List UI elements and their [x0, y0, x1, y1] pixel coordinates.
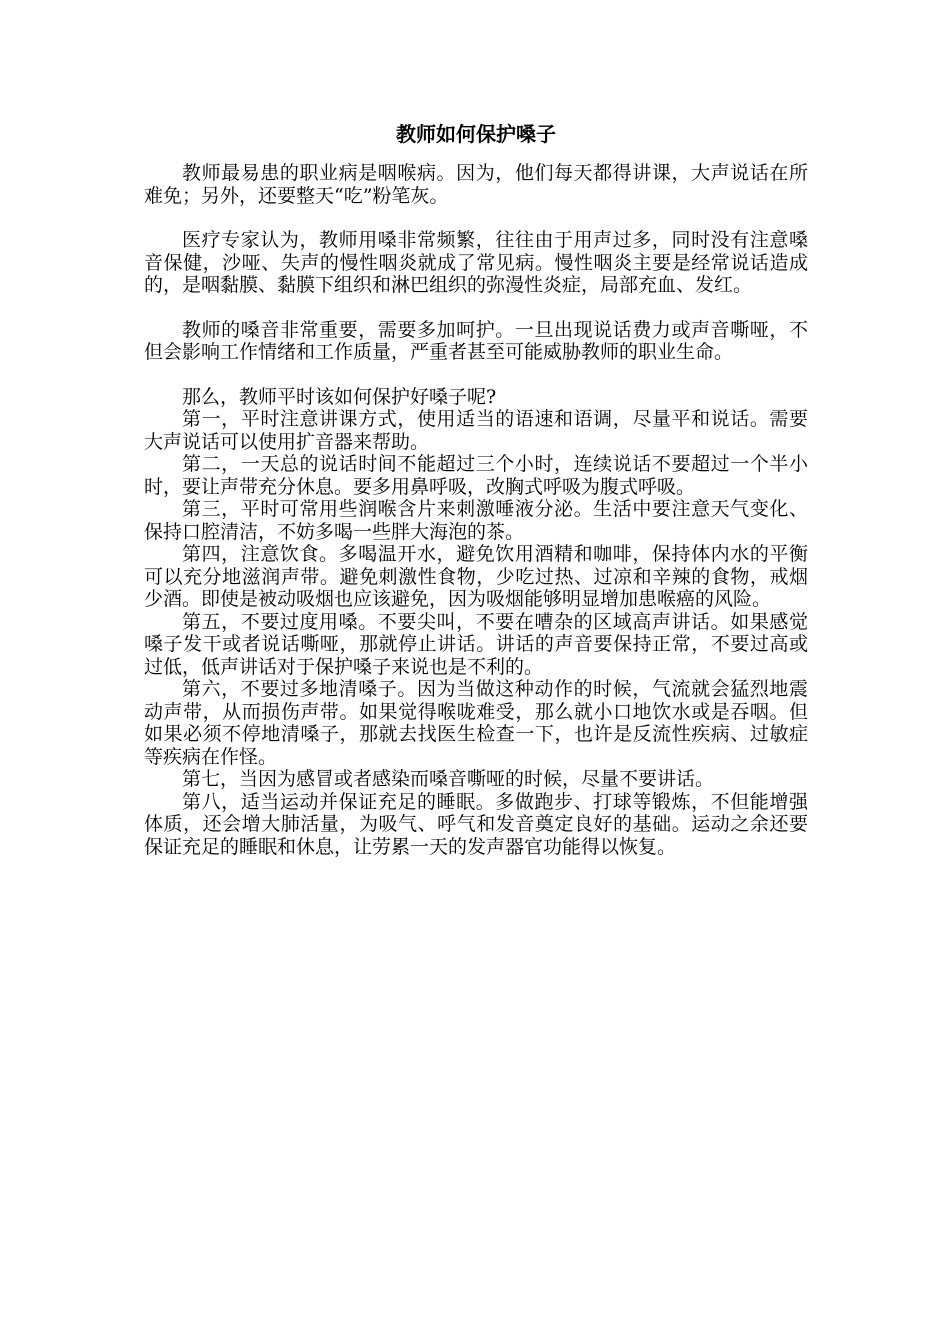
paragraph-expert-view: 医疗专家认为，教师用嗓非常频繁，往往由于用声过多，同时没有注意嗓音保健，沙哑、失声的慢性咽炎就成了常见病。慢性咽炎主要是经常说话造成的，是咽黏膜、黏膜下组织和淋巴组织的弥漫性炎症，局部充血、发红。: [144, 229, 808, 296]
paragraph-tip-2: 第二，一天总的说话时间不能超过三个小时，连续说话不要超过一个半小时，要让声带充分休息。要多用鼻呼吸，改胸式呼吸为腹式呼吸。: [144, 453, 808, 498]
document-title: 教师如何保护嗓子: [396, 122, 556, 146]
paragraph-importance: 教师的嗓音非常重要，需要多加呵护。一旦出现说话费力或声音嘶哑，不但会影响工作情绪和工作质量，严重者甚至可能威胁教师的职业生命。: [144, 318, 808, 363]
paragraph-spacer: [144, 364, 808, 386]
paragraph-tip-5: 第五，不要过度用嗓。不要尖叫，不要在嘈杂的区域高声讲话。如果感觉嗓子发干或者说话嘶哑，那就停止讲话。讲话的声音要保持正常，不要过高或过低，低声讲话对于保护嗓子来说也是不利的。: [144, 610, 808, 678]
paragraph-spacer: [144, 207, 808, 229]
paragraph-tip-4: 第四，注意饮食。多喝温开水，避免饮用酒精和咖啡，保持体内水的平衡可以充分地滋润声带。避免刺激性食物，少吃过热、过凉和辛辣的食物，戒烟少酒。即使是被动吸烟也应该避免，因为吸烟能够明显增加患喉癌的风险。: [144, 543, 808, 610]
paragraph-tip-8: 第八，适当运动并保证充足的睡眠。多做跑步、打球等锻炼，不但能增强体质，还会增大肺活量，为吸气、呼气和发音奠定良好的基础。运动之余还要保证充足的睡眠和休息，让劳累一天的发声器官功能得以恢复。: [144, 790, 808, 858]
paragraph-question: 那么，教师平时该如何保护好嗓子呢?: [182, 385, 497, 408]
document-page: [144, 120, 808, 858]
paragraph-tip-1: 第一，平时注意讲课方式，使用适当的语速和语调，尽量平和说话。需要大声说话可以使用扩音器来帮助。: [144, 408, 808, 453]
paragraph-spacer: [144, 297, 808, 319]
paragraph-tip-3: 第三，平时可常用些润喉含片来刺激唾液分泌。生活中要注意天气变化、保持口腔清洁，不妨多喝一些胖大海泡的茶。: [144, 498, 808, 543]
paragraph-tip-6: 第六，不要过多地清嗓子。因为当做这种动作的时候，气流就会猛烈地震动声带，从而损伤声带。如果觉得喉咙难受，那么就小口地饮水或是吞咽。但如果必须不停地清嗓子，那就去找医生检查一下，也许是反流性疾病、过敏症等疾病在作怪。: [144, 678, 808, 768]
paragraph-intro: 教师最易患的职业病是咽喉病。因为，他们每天都得讲课，大声说话在所难免；另外，还要整天“吃”粉笔灰。: [144, 162, 808, 207]
paragraph-tip-7: 第七，当因为感冒或者感染而嗓音嘶哑的时候，尽量不要讲话。: [182, 768, 715, 790]
